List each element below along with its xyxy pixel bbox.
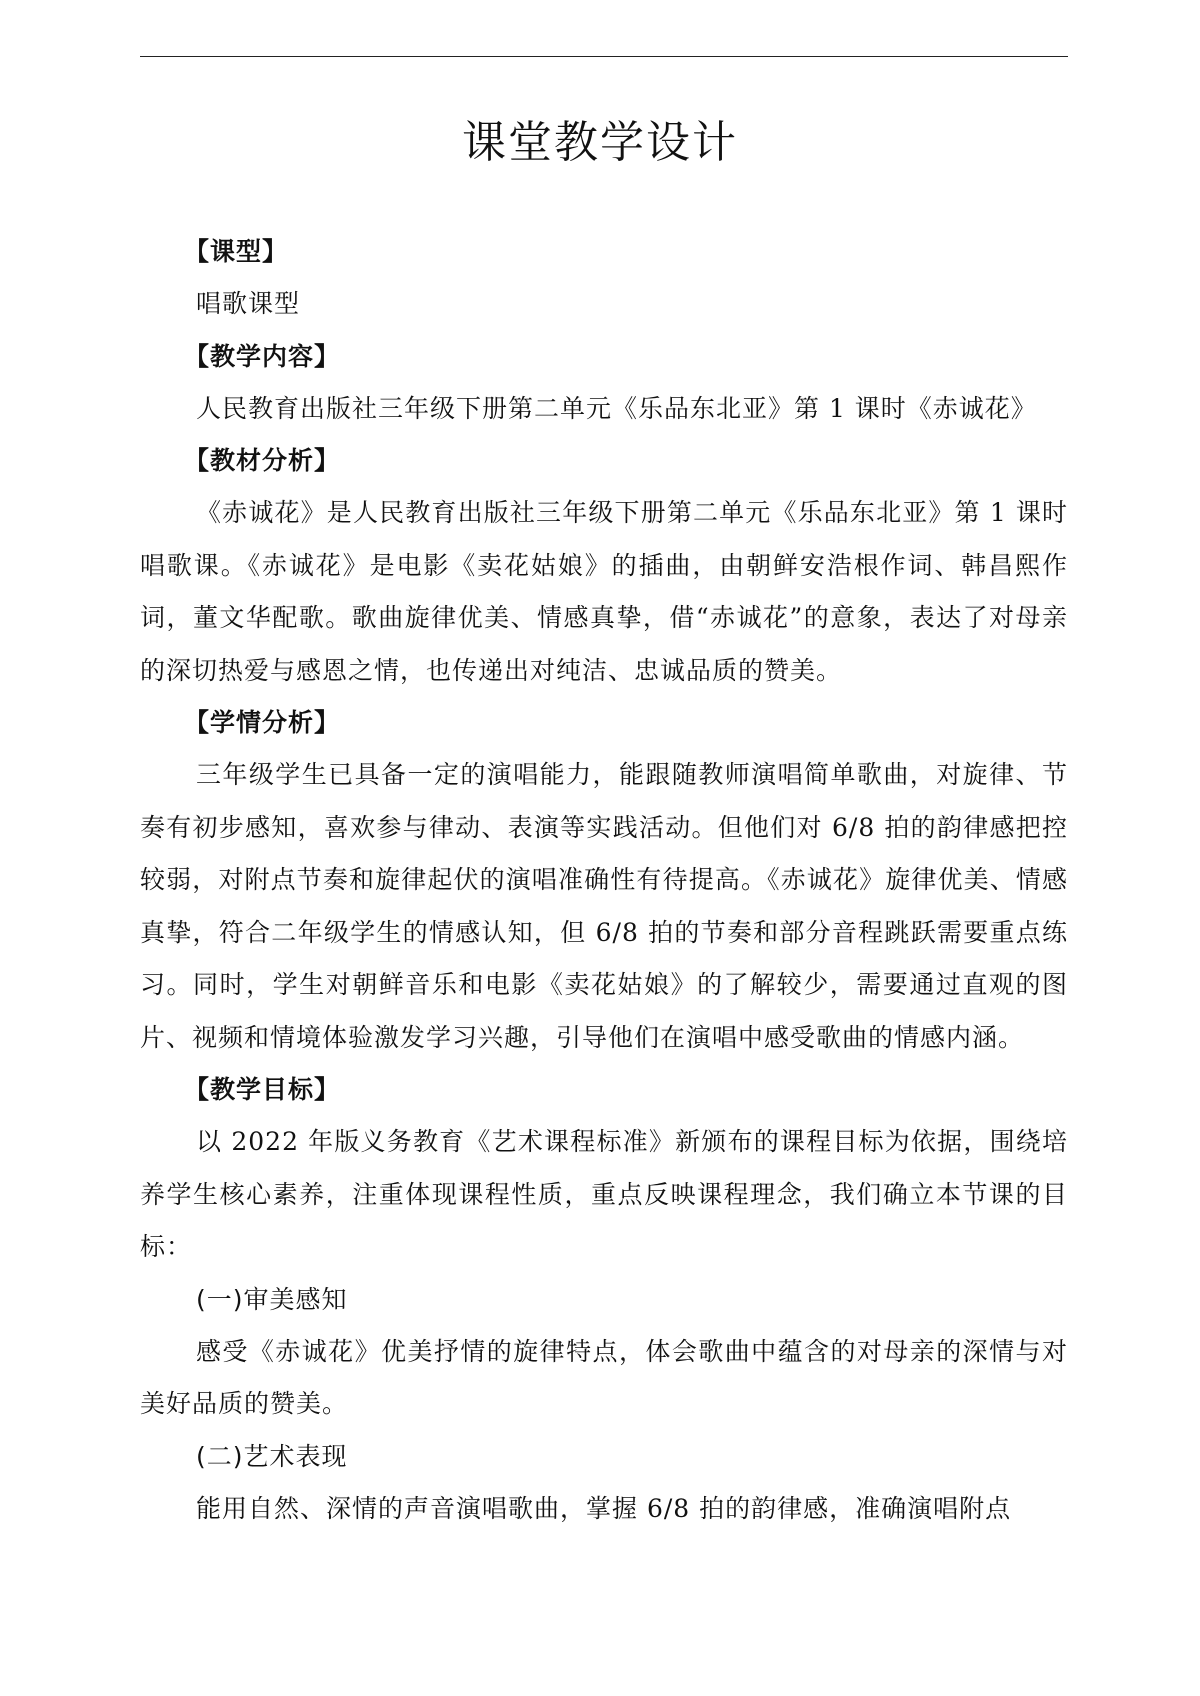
body-aesthetic-perception: 感受《赤诚花》优美抒情的旋律特点，体会歌曲中蕴含的对母亲的深情与对美好品质的赞美。	[140, 1336, 1068, 1418]
section-body-lesson-type: 唱歌课型	[196, 289, 301, 318]
header-rule	[140, 56, 1068, 57]
section-heading-lesson-type: 【课型】	[184, 237, 289, 266]
document-body	[140, 226, 1068, 1535]
section-heading-teaching-content: 【教学内容】	[184, 341, 341, 371]
section-body-learner-analysis: 三年级学生已具备一定的演唱能力，能跟随教师演唱简单歌曲，对旋律、节奏有初步感知，喜欢参与律动、表演等实践活动。但他们对 6/8 拍的韵律感把控较弱，对附点节奏和旋律起伏的演唱准确性有待提高。《赤诚花》旋律优美、情感真挚，符合二年级学生的情感认知，但 6/8 拍的节奏和部分音程跳跃需要重点练习。同时，学生对朝鲜音乐和电影《卖花姑娘》的了解较少，需要通过直观的图片、视频和情境体验激发学习兴趣，引导他们在演唱中感受歌曲的情感内涵。	[140, 760, 1068, 1052]
section-heading-teaching-goals: 【教学目标】	[184, 1075, 341, 1104]
section-body-teaching-content: 人民教育出版社三年级下册第二单元《乐品东北亚》第 1 课时《赤诚花》	[196, 393, 1037, 423]
section-heading-learner-analysis: 【学情分析】	[184, 708, 341, 737]
body-artistic-expression: 能用自然、深情的声音演唱歌曲，掌握 6/8 拍的韵律感，准确演唱附点	[196, 1493, 1012, 1523]
page-title: 课堂教学设计	[462, 117, 738, 168]
section-heading-material-analysis: 【教材分析】	[184, 446, 341, 475]
section-body-teaching-goals: 以 2022 年版义务教育《艺术课程标准》新颁布的课程目标为依据，围绕培养学生核心素养，注重体现课程性质，重点反映课程理念，我们确立本节课的目标：	[140, 1127, 1068, 1261]
section-body-material-analysis: 《赤诚花》是人民教育出版社三年级下册第二单元《乐品东北亚》第 1 课时唱歌课。《赤诚花》是电影《卖花姑娘》的插曲，由朝鲜安浩根作词、韩昌熙作词，董文华配歌。歌曲旋律优美、情感真挚，借“赤诚花”的意象，表达了对母亲的深切热爱与感恩之情，也传递出对纯洁、忠诚品质的赞美。	[140, 498, 1068, 685]
subheading-aesthetic-perception: (一)审美感知	[196, 1284, 348, 1314]
subheading-artistic-expression: (二)艺术表现	[196, 1441, 348, 1471]
